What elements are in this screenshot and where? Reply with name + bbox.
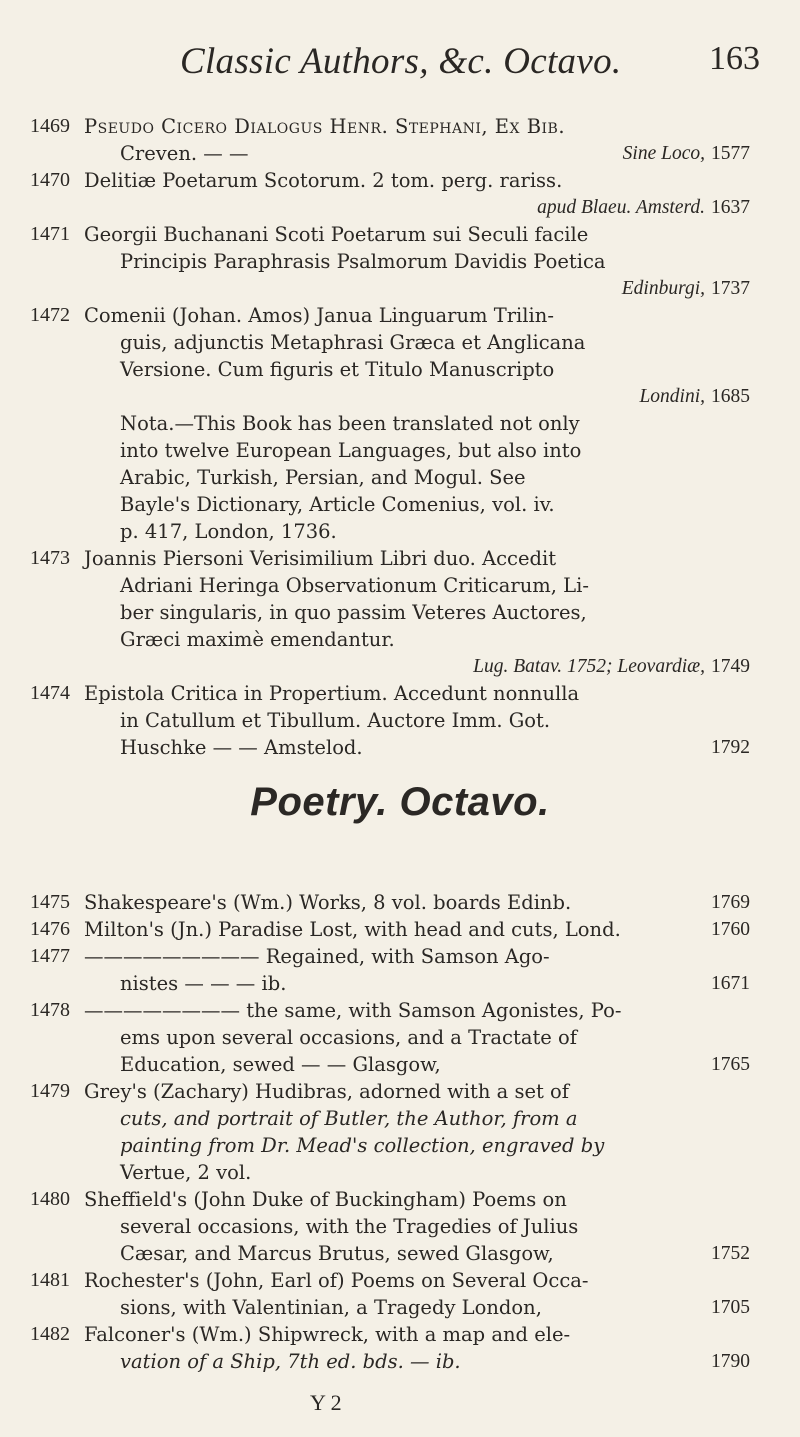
- place: apud Blaeu. Amsterd.: [537, 197, 705, 218]
- lot-number: 1476: [30, 918, 70, 940]
- catalogue-entry: [0, 916, 800, 943]
- entry-text: Grey's (Zachary) Hudibras, adorned with a set of: [84, 1080, 570, 1103]
- year: 1577: [711, 143, 750, 164]
- lot-number: 1479: [30, 1080, 70, 1102]
- entry-text: ————————— Regained, with Samson Ago-: [84, 945, 550, 968]
- entry-text: Cæsar, and Marcus Brutus, sewed Glasgow,: [120, 1242, 554, 1265]
- year: 1737: [711, 278, 750, 299]
- catalogue-entry: [0, 997, 800, 1078]
- entry-text: Huschke — — Amstelod.: [120, 736, 363, 759]
- entry-text: Principis Paraphrasis Psalmorum Davidis Poetica: [120, 250, 606, 273]
- entry-text: guis, adjunctis Metaphrasi Græca et Anglicana: [120, 331, 586, 354]
- entry-text: Delitiæ Poetarum Scotorum. 2 tom. perg. rariss.: [84, 169, 563, 192]
- entry-imprint: [623, 140, 750, 167]
- running-title: Classic Authors, &c. Octavo.: [180, 41, 622, 82]
- catalogue-entry: [0, 221, 800, 302]
- year: 1705: [711, 1297, 750, 1318]
- entry-text: Epistola Critica in Propertium. Accedunt nonnulla: [84, 682, 580, 705]
- entry-text: Creven. — —: [120, 142, 249, 165]
- entry-note: p. 417, London, 1736.: [120, 520, 337, 543]
- entry-text: Shakespeare's (Wm.) Works, 8 vol. boards Edinb.: [84, 891, 572, 914]
- entry-text: in Catullum et Tibullum. Auctore Imm. Got.: [120, 709, 551, 732]
- year: 1637: [711, 197, 750, 218]
- catalogue-entry: [0, 113, 800, 167]
- entry-text: Comenii (Johan. Amos) Janua Linguarum Trilin-: [84, 304, 554, 327]
- lot-number: 1471: [30, 223, 70, 245]
- year: 1760: [711, 919, 750, 940]
- lot-number: 1473: [30, 547, 70, 569]
- entry-imprint: [705, 889, 750, 916]
- year: 1765: [711, 1054, 750, 1075]
- entry-text: sions, with Valentinian, a Tragedy London,: [120, 1296, 542, 1319]
- entry-imprint: [622, 275, 750, 302]
- place: Londini,: [639, 386, 705, 407]
- catalogue-entry: [0, 1321, 800, 1375]
- lot-number: 1469: [30, 115, 70, 137]
- entry-text: Falconer's (Wm.) Shipwreck, with a map and ele-: [84, 1323, 571, 1346]
- entry-text: several occasions, with the Tragedies of Julius: [120, 1215, 579, 1238]
- lot-number: 1475: [30, 891, 70, 913]
- entry-note: Arabic, Turkish, Persian, and Mogul. See: [120, 466, 526, 489]
- section-heading: Poetry. Octavo.: [250, 780, 550, 824]
- catalogue-entry: [0, 1078, 800, 1186]
- place: Sine Loco,: [622, 143, 705, 164]
- catalogue-entry: [0, 302, 800, 545]
- classic-authors-entries: [0, 113, 800, 761]
- page-number: 163: [709, 40, 760, 77]
- catalogue-entry: [0, 680, 800, 761]
- entry-text: Milton's (Jn.) Paradise Lost, with head and cuts, Lond.: [84, 918, 621, 941]
- entry-text: nistes — — — ib.: [120, 972, 287, 995]
- catalogue-entry: [0, 889, 800, 916]
- year: 1749: [711, 656, 750, 677]
- entry-text: Education, sewed — — Glasgow,: [120, 1053, 441, 1076]
- entry-text: Pseudo Cicero Dialogus Henr. Stephani, Ex Bib.: [84, 115, 566, 138]
- poetry-entries: [0, 889, 800, 1375]
- entry-imprint: [537, 194, 750, 221]
- entry-imprint: [705, 916, 750, 943]
- entry-text: Adriani Heringa Observationum Criticarum, Li-: [120, 574, 589, 597]
- entry-note: into twelve European Languages, but also into: [120, 439, 582, 462]
- lot-number: 1474: [30, 682, 70, 704]
- lot-number: 1478: [30, 999, 70, 1021]
- entry-imprint: [705, 1294, 750, 1321]
- entry-text: Rochester's (John, Earl of) Poems on Several Occa-: [84, 1269, 589, 1292]
- entry-text: ber singularis, in quo passim Veteres Auctores,: [120, 601, 587, 624]
- lot-number: 1481: [30, 1269, 70, 1291]
- entry-text: Joannis Piersoni Verisimilium Libri duo. Accedit: [84, 547, 557, 570]
- place: Lug. Batav. 1752; Leovardiæ,: [473, 656, 705, 677]
- entry-text: Sheffield's (John Duke of Buckingham) Poems on: [84, 1188, 567, 1211]
- lot-number: 1470: [30, 169, 70, 191]
- running-head: [140, 36, 770, 96]
- catalogue-entry: [0, 943, 800, 997]
- entry-text: Vertue, 2 vol.: [120, 1161, 252, 1184]
- year: 1792: [711, 737, 750, 758]
- entry-text: Græci maximè emendantur.: [120, 628, 395, 651]
- entry-text: cuts, and portrait of Butler, the Author, from a: [120, 1107, 578, 1130]
- entry-text: ———————— the same, with Samson Agonistes, Po-: [84, 999, 622, 1022]
- year: 1769: [711, 892, 750, 913]
- year: 1752: [711, 1243, 750, 1264]
- signature-mark: Y 2: [310, 1390, 342, 1415]
- entry-text: ems upon several occasions, and a Tractate of: [120, 1026, 577, 1049]
- entry-text: painting from Dr. Mead's collection, engraved by: [120, 1134, 605, 1157]
- lot-number: 1480: [30, 1188, 70, 1210]
- lot-number: 1472: [30, 304, 70, 326]
- entry-note: Bayle's Dictionary, Article Comenius, vol. iv.: [120, 493, 555, 516]
- entry-imprint: [705, 1348, 750, 1375]
- lot-number: 1477: [30, 945, 70, 967]
- entry-imprint: [473, 653, 750, 680]
- year: 1790: [711, 1351, 750, 1372]
- entry-text: vation of a Ship, 7th ed. bds. — ib.: [120, 1350, 461, 1373]
- entry-imprint: [705, 1051, 750, 1078]
- entry-note: Nota.—This Book has been translated not only: [120, 412, 580, 435]
- catalogue-entry: [0, 545, 800, 680]
- entry-imprint: [705, 734, 750, 761]
- entry-text: Versione. Cum figuris et Titulo Manuscripto: [120, 358, 555, 381]
- year: 1685: [711, 386, 750, 407]
- entry-imprint: [705, 1240, 750, 1267]
- catalogue-entry: [0, 167, 800, 221]
- lot-number: 1482: [30, 1323, 70, 1345]
- entry-text: Georgii Buchanani Scoti Poetarum sui Seculi facile: [84, 223, 589, 246]
- entry-imprint: [705, 970, 750, 997]
- year: 1671: [711, 973, 750, 994]
- catalogue-entry: [0, 1267, 800, 1321]
- place: Edinburgi,: [621, 278, 705, 299]
- entry-imprint: [639, 383, 750, 410]
- catalogue-entry: [0, 1186, 800, 1267]
